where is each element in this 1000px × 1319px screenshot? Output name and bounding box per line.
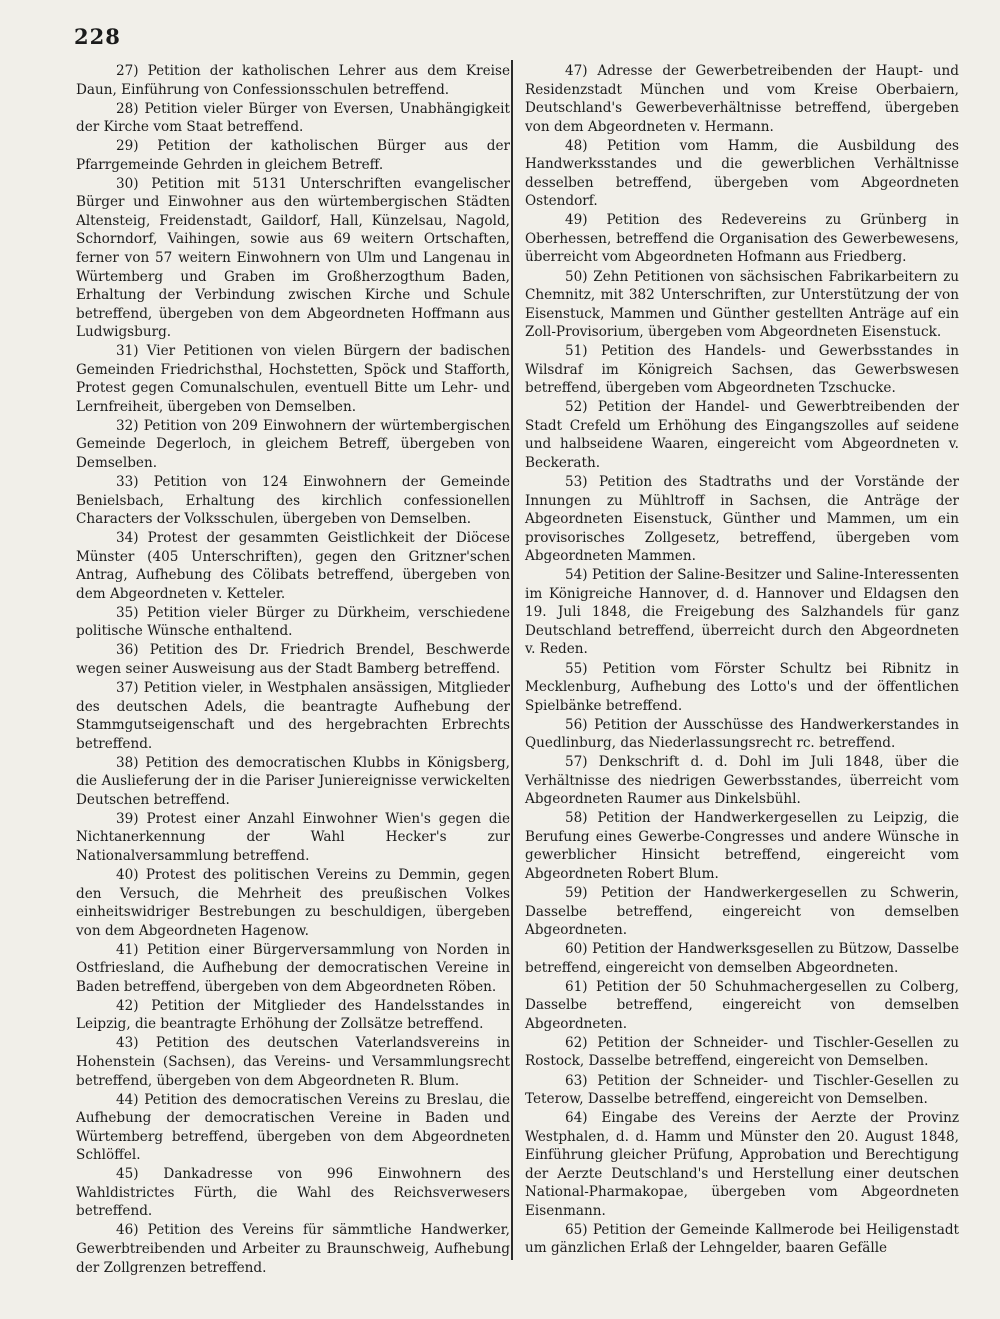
petition-entry: 65) Petition der Gemeinde Kallmerode bei Heiligenstadt um gänzlichen Erlaß der Lehngelder, baaren Gefälle (525, 1221, 959, 1257)
column-divider (511, 60, 513, 1260)
petition-entry: 45) Dankadresse von 996 Einwohnern des Wahldistrictes Fürth, die Wahl des Reichsverwesers betreffend. (76, 1166, 510, 1220)
petition-entry: 61) Petition der 50 Schuhmachergesellen zu Colberg, Dasselbe betreffend, eingereicht von demselben Abgeordneten. (525, 978, 959, 1032)
petition-entry: 29) Petition der katholischen Bürger aus der Pfarrgemeinde Gehrden in gleichem Betreff. (76, 138, 510, 173)
petition-entry: 32) Petition von 209 Einwohnern der würtembergischen Gemeinde Degerloch, in gleichem Betreff, übergeben von Demselben. (76, 417, 510, 471)
petition-entry: 59) Petition der Handwerkergesellen zu Schwerin, Dasselbe betreffend, eingereicht von demselben Abgeordneten. (525, 885, 959, 939)
right-column (525, 62, 959, 1259)
petition-entry: 62) Petition der Schneider- und Tischler-Gesellen zu Rostock, Dasselbe betreffend, eingereicht von Demselben. (525, 1034, 959, 1070)
petition-entry: 52) Petition der Handel- und Gewerbtreibenden der Stadt Crefeld um Erhöhung des Eingangszolles auf seidene und halbseidene Waaren, eingereicht vom Abgeordneten v. Beckerath. (525, 399, 959, 471)
petition-entry: 58) Petition der Handwerkergesellen zu Leipzig, die Berufung eines Gewerbe-Congresses und andere Wünsche in gewerblicher Hinsicht betreffend, eingereicht vom Abgeordneten Robert Blum. (525, 810, 959, 883)
petition-entry: 64) Eingabe des Vereins der Aerzte der Provinz Westphalen, d. d. Hamm und Münster den 20. August 1848, Einführung gleicher Prüfung, Approbation und Berechtigung der Aerzte Deutschland's und Herstellung einer deutschen National-Pharmakopae, übergeben vom Abgeordneten Eisenmann. (525, 1110, 959, 1219)
petition-entry: 35) Petition vieler Bürger zu Dürkheim, verschiedene politische Wünsche enthaltend. (76, 604, 510, 640)
petition-entry: 33) Petition von 124 Einwohnern der Gemeinde Benielsbach, Erhaltung des kirchlich confessionellen Characters der Volksschulen, übergeben von Demselben. (76, 474, 510, 528)
petition-entry: 46) Petition des Vereins für sämmtliche Handwerker, Gewerbtreibenden und Arbeiter zu Braunschweig, Aufhebung der Zollgrenzen betreffend. (76, 1222, 510, 1276)
petition-entry: 50) Zehn Petitionen von sächsischen Fabrikarbeitern zu Chemnitz, mit 382 Unterschriften, zur Unterstützung der von Eisenstuck, Mammen und Günther gestellten Anträge auf ein Zoll-Provisorium, übergeben vom Abgeordneten Eisenstuck. (525, 268, 959, 341)
petition-entry: 39) Protest einer Anzahl Einwohner Wien's gegen die Nichtanerkennung der Wahl Hecker's zur Nationalversammlung betreffend. (76, 810, 510, 864)
petition-entry: 47) Adresse der Gewerbetreibenden der Haupt- und Residenzstadt München und vom Kreise Oberbaiern, Deutschland's Gewerbeverhältnisse betreffend, übergeben von dem Abgeordneten v. Hermann. (525, 63, 959, 135)
petition-entry: 38) Petition des democratischen Klubbs in Königsberg, die Auslieferung der in die Pariser Juniereignisse verwickelten Deutschen betreffend. (76, 754, 510, 808)
petition-entry: 54) Petition der Saline-Besitzer und Saline-Interessenten im Königreiche Hannover, d. d. Hannover und Eldagsen den 19. Juli 1848, die Freigebung des Salzhandels für ganz Deutschland betreffend, überreicht durch den Abgeordneten v. Reden. (525, 567, 959, 658)
petition-entry: 63) Petition der Schneider- und Tischler-Gesellen zu Teterow, Dasselbe betreffend, eingereicht von Demselben. (525, 1072, 959, 1108)
petition-entry: 44) Petition des democratischen Vereins zu Breslau, die Aufhebung der democratischen Vereine in Baden und Würtemberg betreffend, übergeben von dem Abgeordneten Schlöffel. (76, 1091, 510, 1164)
petition-entry: 56) Petition der Ausschüsse des Handwerkerstandes in Quedlinburg, das Niederlassungsrecht rc. betreffend. (525, 716, 959, 752)
left-column (76, 62, 510, 1278)
petition-entry: 36) Petition des Dr. Friedrich Brendel, Beschwerde wegen seiner Ausweisung aus der Stadt Bamberg betreffend. (76, 642, 510, 677)
petition-entry: 27) Petition der katholischen Lehrer aus dem Kreise Daun, Einführung von Confessionsschulen betreffend. (76, 63, 510, 98)
petition-entry: 53) Petition des Stadtraths und der Vorstände der Innungen zu Mühltroff in Sachsen, die Anträge der Abgeordneten Eisenstuck, Günther und Mammen, um ein provisorisches Zollgesetz, betreffend, übergeben vom Abgeordneten Mammen. (525, 474, 959, 565)
petition-entry: 43) Petition des deutschen Vaterlandsvereins in Hohenstein (Sachsen), das Vereins- und Versammlungsrecht betreffend, übergeben von dem Abgeordneten R. Blum. (76, 1035, 510, 1089)
petition-entry: 51) Petition des Handels- und Gewerbsstandes in Wilsdraf im Königreich Sachsen, das Gewerbswesen betreffend, übergeben vom Abgeordneten Tzschucke. (525, 343, 959, 397)
petition-entry: 37) Petition vieler, in Westphalen ansässigen, Mitglieder des deutschen Adels, die beantragte Aufhebung der Stammgutseigenschaft und des hergebrachten Erbrechts betreffend. (76, 680, 510, 752)
petition-entry: 30) Petition mit 5131 Unterschriften evangelischer Bürger und Einwohner aus den würtembergischen Städten Altensteig, Freidenstadt, Gaildorf, Hall, Künzelsau, Nagold, Schorndorf, Vaihingen, sowie aus 69 weitern Ortschaften, ferner von 57 weitern Einwohnern von Ulm und Langenau in Würtemberg und Graben im Großherzogthum Baden, Erhaltung der Verbindung zwischen Kirche und Schule betreffend, übergeben von dem Abgeordneten Hoffmann aus Ludwigsburg. (76, 175, 510, 341)
petition-entry: 49) Petition des Redevereins zu Grünberg in Oberhessen, betreffend die Organisation des Gewerbewesens, überreicht vom Abgeordneten Hofmann aus Friedberg. (525, 212, 959, 266)
petition-entry: 31) Vier Petitionen von vielen Bürgern der badischen Gemeinden Friedrichsthal, Hochstetten, Spöck und Stafforth, Protest gegen Comunalschulen, eventuell Bitte um Lehr- und Lernfreiheit, übergeben von Demselben. (76, 343, 510, 415)
petition-entry: 60) Petition der Handwerksgesellen zu Bützow, Dasselbe betreffend, eingereicht von demselben Abgeordneten. (525, 941, 959, 976)
petition-entry: 42) Petition der Mitglieder des Handelsstandes in Leipzig, die beantragte Erhöhung der Zollsätze betreffend. (76, 997, 510, 1033)
petition-entry: 57) Denkschrift d. d. Dohl im Juli 1848, über die Verhältnisse des niedrigen Gewerbsstandes, überreicht vom Abgeordneten Raumer aus Dinkelsbühl. (525, 754, 959, 808)
page-number: 228 (74, 24, 121, 49)
petition-entry: 48) Petition vom Hamm, die Ausbildung des Handwerksstandes und die gewerblichen Verhältnisse desselben betreffend, übergeben vom Abgeordneten Ostendorf. (525, 137, 959, 210)
petition-entry: 28) Petition vieler Bürger von Eversen, Unabhängigkeit der Kirche vom Staat betreffend. (76, 100, 510, 136)
petition-entry: 55) Petition vom Förster Schultz bei Ribnitz in Mecklenburg, Aufhebung des Lotto's und der öffentlichen Spielbänke betreffend. (525, 660, 959, 714)
petition-entry: 41) Petition einer Bürgerversammlung von Norden in Ostfriesland, die Aufhebung der democratischen Vereine in Baden betreffend, übergeben von dem Abgeordneten Röben. (76, 941, 510, 995)
petition-entry: 40) Protest des politischen Vereins zu Demmin, gegen den Versuch, die Mehrheit des preußischen Volkes einheitswidriger Bestrebungen zu beschuldigen, übergeben von dem Abgeordneten Hagenow. (76, 867, 510, 939)
petition-entry: 34) Protest der gesammten Geistlichkeit der Diöcese Münster (405 Unterschriften), gegen den Gritzner'schen Antrag, Aufhebung des Cölibats betreffend, übergeben von dem Abgeordneten v. Ketteler. (76, 530, 510, 602)
